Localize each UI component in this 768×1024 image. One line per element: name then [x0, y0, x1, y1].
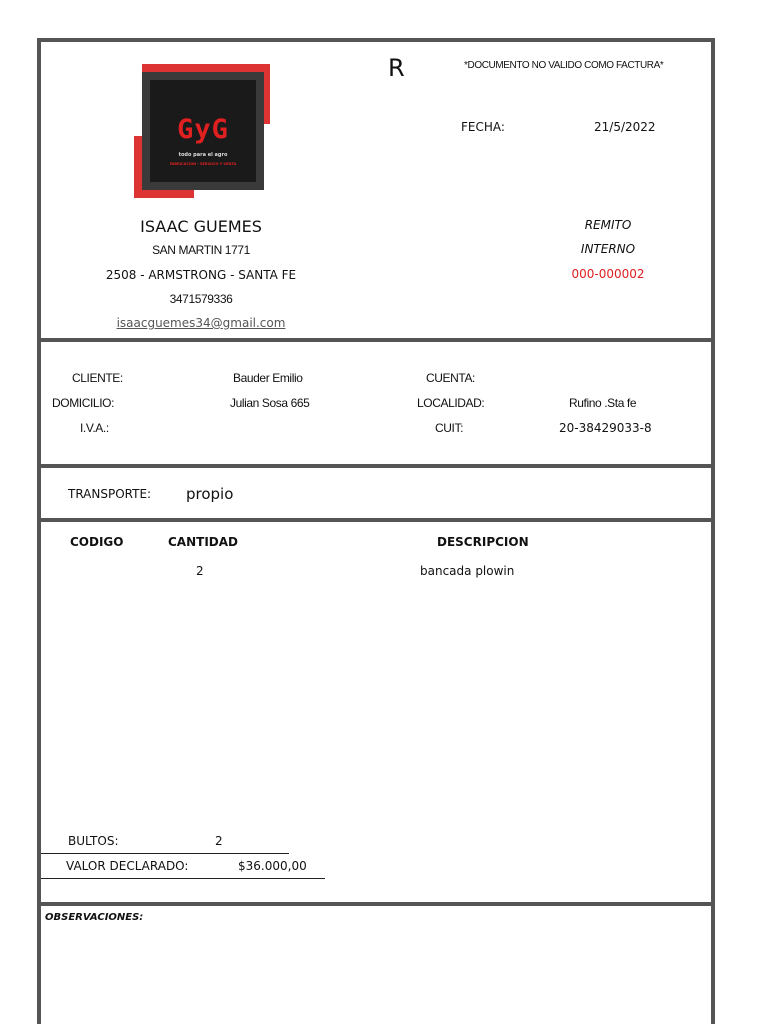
localidad-value: Rufino .Sta fe [569, 396, 637, 410]
observaciones-label: OBSERVACIONES: [45, 912, 144, 923]
bultos-label: BULTOS: [68, 834, 119, 848]
issuer-address: SAN MARTIN 1771 [152, 243, 250, 257]
bultos-underline [41, 853, 289, 854]
localidad-label: LOCALIDAD: [417, 396, 485, 410]
issuer-email-link[interactable]: isaacguemes34@gmail.com [116, 316, 286, 330]
item-row-descripcion: bancada plowin [420, 564, 515, 578]
bultos-value: 2 [215, 834, 223, 848]
issuer-city: 2508 - ARMSTRONG - SANTA FE [105, 268, 297, 282]
doc-type-line1: REMITO [584, 218, 632, 232]
fecha-value: 21/5/2022 [594, 120, 656, 134]
iva-label: I.V.A.: [80, 421, 109, 435]
document-letter: R [388, 54, 405, 82]
cuit-value: 20-38429033-8 [559, 421, 652, 435]
col-header-codigo: CODIGO [70, 535, 124, 549]
item-row-cantidad: 2 [196, 564, 204, 578]
section-divider [37, 338, 715, 342]
disclaimer: *DOCUMENTO NO VALIDO COMO FACTURA* [464, 60, 664, 71]
section-divider [37, 902, 715, 906]
valor-underline [41, 878, 325, 879]
logo-subline: FABRICACION - SERVICIO Y VENTA [169, 162, 237, 166]
issuer-name: ISAAC GUEMES [140, 217, 262, 236]
transporte-value: propio [186, 485, 234, 503]
issuer-phone: 3471579336 [169, 292, 233, 306]
logo-tagline: todo para el agro [178, 152, 228, 158]
cliente-value: Bauder Emilio [233, 371, 303, 385]
cuenta-label: CUENTA: [426, 371, 475, 385]
fecha-label: FECHA: [461, 120, 505, 134]
cliente-label: CLIENTE: [72, 371, 123, 385]
logo-brand: GyG [177, 114, 229, 145]
domicilio-value: Julian Sosa 665 [230, 396, 310, 410]
doc-number: 000-000002 [571, 267, 645, 281]
section-divider [37, 464, 715, 468]
valor-value: $36.000,00 [238, 859, 307, 873]
section-divider [37, 518, 715, 522]
cuit-label: CUIT: [435, 421, 464, 435]
company-logo [134, 64, 272, 198]
domicilio-label: DOMICILIO: [52, 396, 115, 410]
valor-label: VALOR DECLARADO: [66, 859, 189, 873]
col-header-cantidad: CANTIDAD [168, 535, 238, 549]
col-header-descripcion: DESCRIPCION [437, 535, 529, 549]
doc-type-line2: INTERNO [580, 242, 636, 256]
transporte-label: TRANSPORTE: [68, 487, 152, 501]
issuer-email-wrap [101, 316, 301, 330]
